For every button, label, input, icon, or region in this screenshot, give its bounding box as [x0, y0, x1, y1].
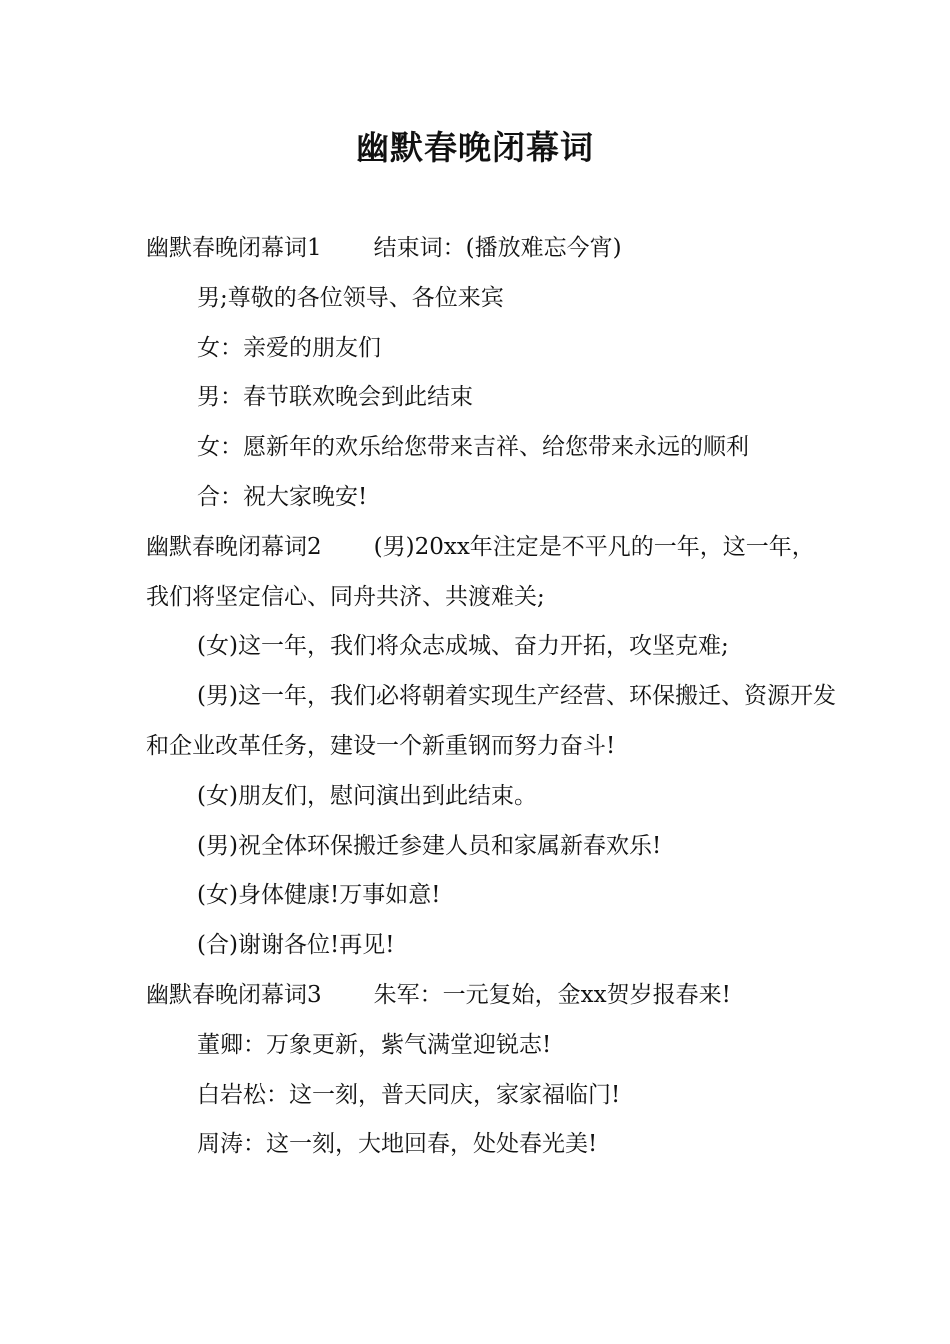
- section-1-first-line: 结束词：(播放难忘今宵): [373, 235, 622, 261]
- section-2-first-line: (男)20xx年注定是不平凡的一年，这一年，我们将坚定信心、同舟共济、共渡难关;: [146, 533, 815, 610]
- section-2-line-1: (女)这一年，我们将众志成城、奋力开拓，攻坚克难;: [197, 633, 729, 660]
- section-1-line-2: 女：亲爱的朋友们: [197, 334, 381, 361]
- section-2-line-6: (合)谢谢各位!再见!: [197, 932, 395, 959]
- section-3-line-1: 董卿：万象更新，紫气满堂迎锐志!: [197, 1031, 552, 1058]
- section-3-line-3: 周涛：这一刻，大地回春，处处春光美!: [197, 1131, 598, 1158]
- section-1-line-1: 男;尊敬的各位领导、各位来宾: [197, 284, 504, 311]
- section-3-heading-paragraph: [146, 971, 836, 1021]
- section-1-heading-paragraph: [146, 224, 836, 274]
- section-3-first-line: 朱军：一元复始，金xx贺岁报春来!: [373, 981, 731, 1008]
- section-2-label: 幽默春晚闭幕词2: [146, 533, 322, 560]
- section-3-line-2: 白岩松：这一刻，普天同庆，家家福临门!: [197, 1081, 621, 1108]
- section-1-line-5: 合：祝大家晚安!: [197, 483, 368, 510]
- section-3-label: 幽默春晚闭幕词3: [146, 981, 322, 1008]
- document-title: 幽默春晚闭幕词: [356, 128, 594, 167]
- section-2-line-3: (女)朋友们，慰问演出到此结束。: [197, 782, 537, 809]
- section-1-line-4: 女：愿新年的欢乐给您带来吉祥、给您带来永远的顺利: [197, 434, 749, 461]
- section-2-heading-paragraph: [146, 523, 836, 623]
- section-1-label: 幽默春晚闭幕词1: [146, 235, 322, 261]
- section-2-line-4: (男)祝全体环保搬迁参建人员和家属新春欢乐!: [197, 832, 662, 859]
- section-1-line-3: 男：春节联欢晚会到此结束: [197, 384, 473, 411]
- document-body: [146, 224, 836, 1170]
- section-2-line-2: (男)这一年，我们必将朝着实现生产经营、环保搬迁、资源开发和企业改革任务，建设一个新重钢而努力奋斗!: [146, 683, 836, 759]
- section-2-line-5: (女)身体健康!万事如意!: [197, 882, 441, 909]
